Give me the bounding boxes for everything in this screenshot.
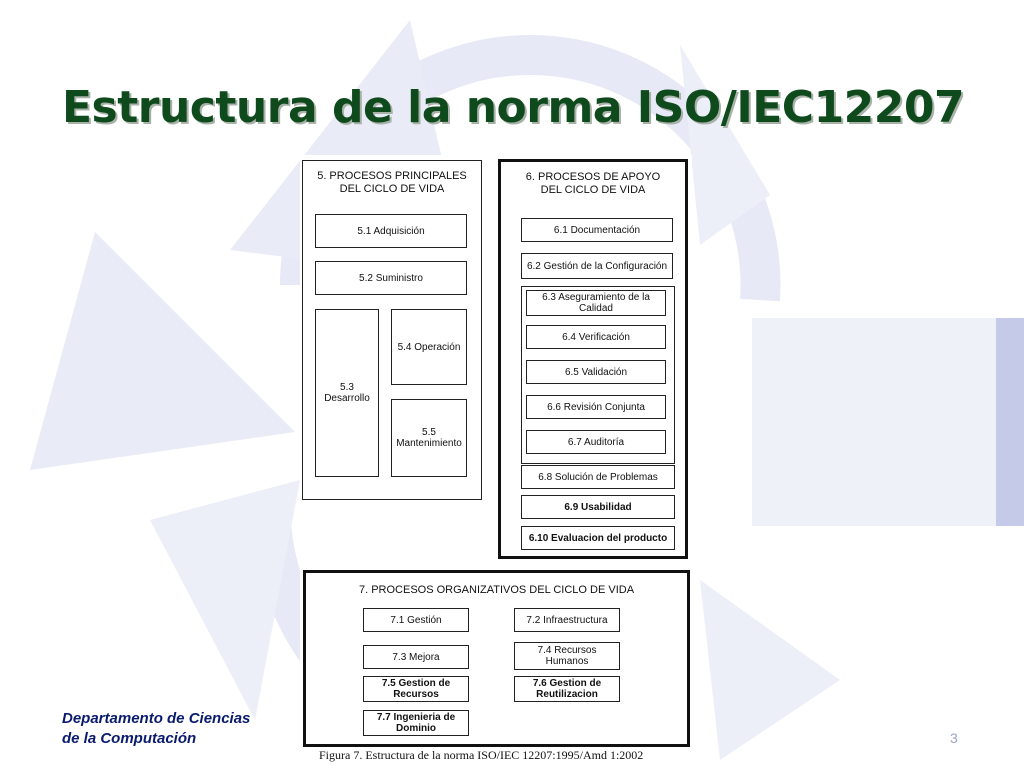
- bg-triangle: [30, 232, 295, 470]
- group-procesos-organizativos: [303, 570, 690, 747]
- box-validacion: 6.5 Validación: [526, 360, 666, 384]
- box-line: Humanos: [545, 656, 589, 667]
- box-usabilidad: 6.9 Usabilidad: [521, 495, 675, 519]
- subgroup-calidad: [521, 286, 675, 464]
- box-calidad: [526, 290, 666, 316]
- department-line: de la Computación: [62, 730, 197, 747]
- box-line: 7.6 Gestion de: [532, 678, 602, 689]
- group-procesos-apoyo: [498, 159, 688, 559]
- box-suministro: 5.2 Suministro: [315, 261, 467, 295]
- box-line: Desarrollo: [324, 393, 370, 404]
- group-procesos-principales: [302, 160, 482, 500]
- box-line: 7.7 Ingenieria de: [376, 712, 456, 723]
- header-line: 6. PROCESOS DE APOYO: [525, 171, 661, 183]
- figure-caption: Figura 7. Estructura de la norma ISO/IEC 12207:1995/Amd 1:2002: [319, 748, 644, 762]
- header-line: DEL CICLO DE VIDA: [339, 183, 445, 195]
- slide-title: Estructura de la norma ISO/IEC12207: [62, 82, 965, 133]
- box-auditoria: 6.7 Auditoría: [526, 430, 666, 454]
- box-mantenimiento: [391, 399, 467, 477]
- box-gestion-recursos: [363, 676, 469, 702]
- box-line: Calidad: [579, 303, 613, 314]
- box-rrhh: [514, 642, 620, 670]
- box-adquisicion: 5.1 Adquisición: [315, 214, 467, 248]
- box-revision: 6.6 Revisión Conjunta: [526, 395, 666, 419]
- box-line: 6.3 Aseguramiento de la: [542, 292, 650, 303]
- department-line: Departamento de Ciencias: [62, 710, 251, 727]
- group-apoyo-header: [501, 171, 685, 197]
- box-reutilizacion: [514, 676, 620, 702]
- box-ingenieria-dominio: [363, 710, 469, 736]
- box-documentacion: 6.1 Documentación: [521, 218, 673, 242]
- box-line: 5.3: [340, 382, 354, 393]
- box-verificacion: 6.4 Verificación: [526, 325, 666, 349]
- group-principales-header: [303, 170, 481, 196]
- box-desarrollo: [315, 309, 379, 477]
- page-number: 3: [950, 730, 958, 746]
- box-infraestructura: 7.2 Infraestructura: [514, 608, 620, 632]
- box-line: Dominio: [396, 723, 436, 734]
- iso-structure-figure: [300, 155, 692, 768]
- box-configuracion: 6.2 Gestión de la Configuración: [521, 253, 673, 279]
- box-line: Reutilizacion: [536, 689, 598, 700]
- group-organizativos-header: 7. PROCESOS ORGANIZATIVOS DEL CICLO DE VIDA: [358, 584, 635, 596]
- box-operacion: 5.4 Operación: [391, 309, 467, 385]
- box-evaluacion: 6.10 Evaluacion del producto: [521, 526, 675, 550]
- header-line: DEL CICLO DE VIDA: [540, 184, 646, 196]
- box-problemas: 6.8 Solución de Problemas: [521, 465, 675, 489]
- box-line: Mantenimiento: [396, 438, 462, 449]
- box-mejora: 7.3 Mejora: [363, 645, 469, 669]
- box-line: 5.5: [422, 427, 436, 438]
- header-line: 5. PROCESOS PRINCIPALES: [317, 170, 467, 182]
- bg-triangle: [700, 580, 840, 760]
- box-gestion: 7.1 Gestión: [363, 608, 469, 632]
- bg-panel-edge: [996, 318, 1024, 526]
- bg-panel: [752, 318, 997, 526]
- box-line: Recursos: [393, 689, 439, 700]
- box-line: 7.5 Gestion de: [381, 678, 451, 689]
- department-footer: [62, 709, 250, 749]
- box-line: 7.4 Recursos: [537, 645, 597, 656]
- bg-triangle: [150, 480, 300, 720]
